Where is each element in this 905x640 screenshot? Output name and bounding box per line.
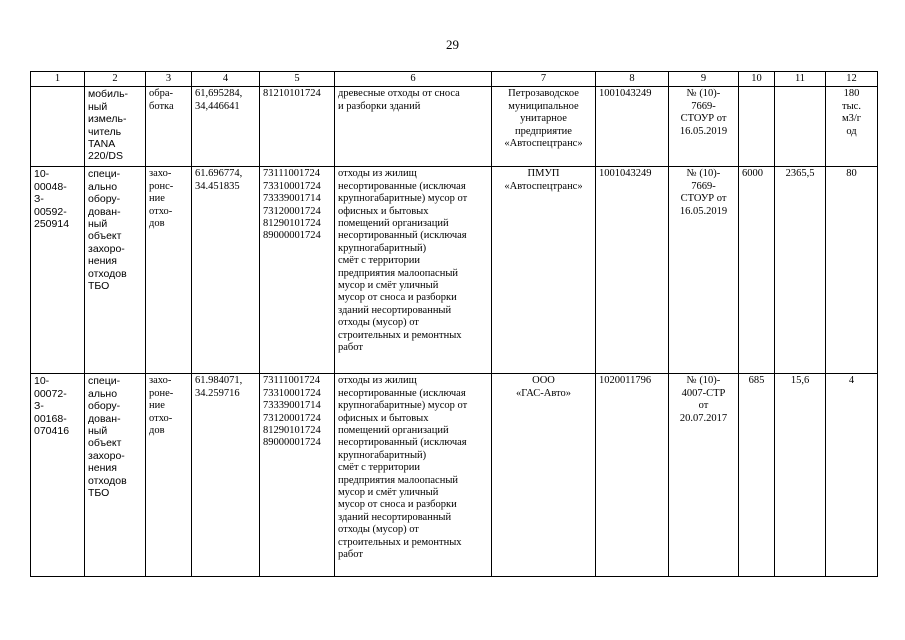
cell-line: захоро- [88,242,125,255]
cell-line: 73339001714 [263,400,321,412]
cell-line: предприятия малоопасный [338,267,459,279]
cell-line: Петрозаводское [508,88,579,100]
cell-line: 6000 [742,168,763,180]
cell-line: № (10)- [686,168,721,180]
operator-cell [492,374,596,577]
cell-line: мусор от сноса и разборки [338,499,457,511]
cell-line: смёт с территории [338,462,421,474]
area-cell [739,374,775,577]
table-row [31,374,878,577]
column-number: 10 [739,72,775,87]
cell-line: от [698,400,709,412]
cell-line: «ГАС-Авто» [516,387,571,399]
cell-line: «Автоспецтранс» [504,138,583,150]
operation-cell [146,87,192,167]
cell-line: специ- [88,375,121,388]
cell-line: отходов [88,267,127,280]
cell-line: дован- [88,412,121,425]
cell-line: ние [149,193,165,205]
cell-line: TANA [88,138,116,151]
column-number: 4 [192,72,260,87]
cell-line: 73310001724 [263,387,321,399]
capacity-cell [826,374,878,577]
cell-line: 81210101724 [263,88,321,100]
cell-line: 1001043249 [599,88,652,100]
cell-line: 00072- [34,387,67,400]
cell-line: 61.984071, [195,375,243,387]
cell-line: 15,6 [790,375,810,387]
cell-line: 81290101724 [263,218,321,230]
cell-line: 10- [34,168,50,181]
cell-line: 73111001724 [263,168,320,180]
area-cell [739,87,775,167]
cell-line: 73111001724 [263,375,320,387]
cell-line: ПМУП [527,168,560,180]
cell-line: унитарное [520,113,567,125]
cell-line: крупногабаритные) мусор от [338,193,468,205]
cell-line: зданий несортированный [338,511,452,523]
cell-line: ально [88,387,118,400]
waste-description-cell [335,167,492,374]
object-type-cell [85,374,146,577]
cell-line: мусор от сноса и разборки [338,292,457,304]
column-number: 11 [775,72,826,87]
cell-line: читель [88,125,122,138]
waste-codes-cell [260,167,335,374]
cell-line: 685 [748,375,765,387]
cell-line: № (10)- [686,375,721,387]
cell-line: отхо- [149,412,173,424]
cell-line: 81290101724 [263,425,321,437]
cell-line: крупногабаритный) [338,242,427,254]
cell-line: крупногабаритный) [338,449,427,461]
column-number: 5 [260,72,335,87]
cell-line: 1001043249 [599,168,652,180]
cell-line: ный [88,218,108,231]
cell-line: нения [88,462,117,475]
cell-line: зданий несортированный [338,304,452,316]
cell-line: «Автоспецтранс» [504,180,583,192]
cell-line: м3/г [841,113,862,125]
cell-line: 89000001724 [263,230,321,242]
cell-line: 1020011796 [599,375,652,387]
cell-line: обору- [88,193,121,206]
cell-line: 34.259716 [195,387,240,399]
table-row [31,87,878,167]
registry-number-cell [31,374,85,577]
cell-line: 4 [848,375,855,387]
waste-codes-cell [260,374,335,577]
cell-line: несортированный (исключая [338,230,467,242]
cell-line: 220/DS [88,150,124,163]
column-number: 8 [596,72,669,87]
cell-line: мобиль- [88,88,129,101]
inn-cell [596,167,669,374]
cell-line: захо- [149,375,172,387]
registry-number-cell [31,87,85,167]
cell-line: смёт с территории [338,255,421,267]
operation-cell [146,167,192,374]
column-number: 12 [826,72,878,87]
cell-line: ние [149,400,165,412]
cell-line: офисных и бытовых [338,205,429,217]
cell-line: объект [88,437,122,450]
operator-cell [492,87,596,167]
cell-line: 73120001724 [263,205,321,217]
coordinates-cell [192,167,260,374]
cell-line: 73339001714 [263,193,321,205]
cell-line: од [846,125,857,137]
waste-description-cell [335,374,492,577]
column-number: 3 [146,72,192,87]
cell-line: 73310001724 [263,180,321,192]
cell-line: предприятия малоопасный [338,474,459,486]
cell-line: помещений организаций [338,425,449,437]
capacity-cell [826,167,878,374]
cell-line: 4007-СТР [681,387,726,399]
cell-line: 89000001724 [263,437,321,449]
cell-line: 20.07.2017 [679,412,728,424]
license-cell [669,87,739,167]
cell-line: отходы (мусор) от [338,524,419,536]
cell-line: несортированный (исключая [338,437,467,449]
cell-line: муниципальное [508,100,579,112]
cell-line: обра- [149,88,173,100]
cell-line: несортированные (исключая [338,387,466,399]
volume-cell [775,87,826,167]
cell-line: несортированные (исключая [338,180,466,192]
cell-line: 7669- [691,100,716,112]
cell-line: ный [88,425,108,438]
cell-line: строительных и ремонтных [338,536,462,548]
cell-line: отхо- [149,205,173,217]
operation-cell [146,374,192,577]
cell-line: мусор и смёт уличный [338,280,439,292]
inn-cell [596,87,669,167]
cell-line: захо- [149,168,172,180]
registry-number-cell [31,167,85,374]
license-cell [669,167,739,374]
cell-line: ный [88,100,108,113]
inn-cell [596,374,669,577]
cell-line: ТБО [88,487,110,500]
cell-line: дов [149,425,165,437]
column-number: 2 [85,72,146,87]
waste-codes-cell [260,87,335,167]
coordinates-cell [192,374,260,577]
cell-line: захоро- [88,449,125,462]
cell-line: нения [88,255,117,268]
column-number: 1 [31,72,85,87]
cell-line: роне- [149,387,174,399]
cell-line: мусор и смёт уличный [338,487,439,499]
cell-line: 61,695284, [195,88,243,100]
cell-line: 00168- [34,412,67,425]
cell-line: отходы (мусор) от [338,317,419,329]
cell-line: 34,446641 [195,100,240,112]
cell-line: 10- [34,375,50,388]
table-row [31,167,878,374]
object-type-cell [85,87,146,167]
cell-line: и разборки зданий [338,100,421,112]
volume-cell [775,167,826,374]
cell-line: тыс. [842,100,861,112]
cell-line: 16.05.2019 [679,125,728,137]
column-number: 6 [335,72,492,87]
cell-line: дован- [88,205,121,218]
cell-line: отходы из жилищ [338,168,417,180]
cell-line: измель- [88,113,127,126]
cell-line: офисных и бытовых [338,412,429,424]
cell-line: строительных и ремонтных [338,329,462,341]
cell-line: помещений организаций [338,218,449,230]
column-number-row [31,72,878,87]
cell-line: 00048- [34,180,67,193]
waste-description-cell [335,87,492,167]
cell-line: СТОУР от [680,113,727,125]
cell-line: № (10)- [686,88,721,100]
cell-line: ботка [149,100,174,112]
cell-line: ронс- [149,180,174,192]
cell-line: отходов [88,474,127,487]
cell-line: ООО [532,375,555,387]
column-number: 7 [492,72,596,87]
column-number: 9 [669,72,739,87]
cell-line: специ- [88,168,121,181]
cell-line: 61.696774, [195,168,243,180]
cell-line: З- [34,400,44,413]
cell-line: 73120001724 [263,412,321,424]
waste-facility-registry-table [30,71,878,577]
cell-line: 2365,5 [785,168,815,180]
cell-line: крупногабаритные) мусор от [338,400,468,412]
cell-line: 34.451835 [195,180,240,192]
cell-line: ТБО [88,280,110,293]
cell-line: 250914 [34,218,70,231]
cell-line: З- [34,193,44,206]
capacity-cell [826,87,878,167]
cell-line: объект [88,230,122,243]
cell-line: 7669- [691,180,716,192]
cell-line: СТОУР от [680,193,727,205]
object-type-cell [85,167,146,374]
cell-line: 00592- [34,205,67,218]
cell-line: 070416 [34,425,70,438]
cell-line: 180 [843,88,860,100]
cell-line: дов [149,218,165,230]
cell-line: 80 [846,168,857,180]
volume-cell [775,374,826,577]
operator-cell [492,167,596,374]
cell-line: ально [88,180,118,193]
page-number: 29 [446,37,459,52]
cell-line: 16.05.2019 [679,205,728,217]
cell-line: работ [338,549,363,561]
cell-line: отходы из жилищ [338,375,417,387]
license-cell [669,374,739,577]
area-cell [739,167,775,374]
cell-line: предприятие [515,125,572,137]
cell-line: работ [338,342,363,354]
cell-line: обору- [88,400,121,413]
cell-line: древесные отходы от сноса [338,88,460,100]
coordinates-cell [192,87,260,167]
